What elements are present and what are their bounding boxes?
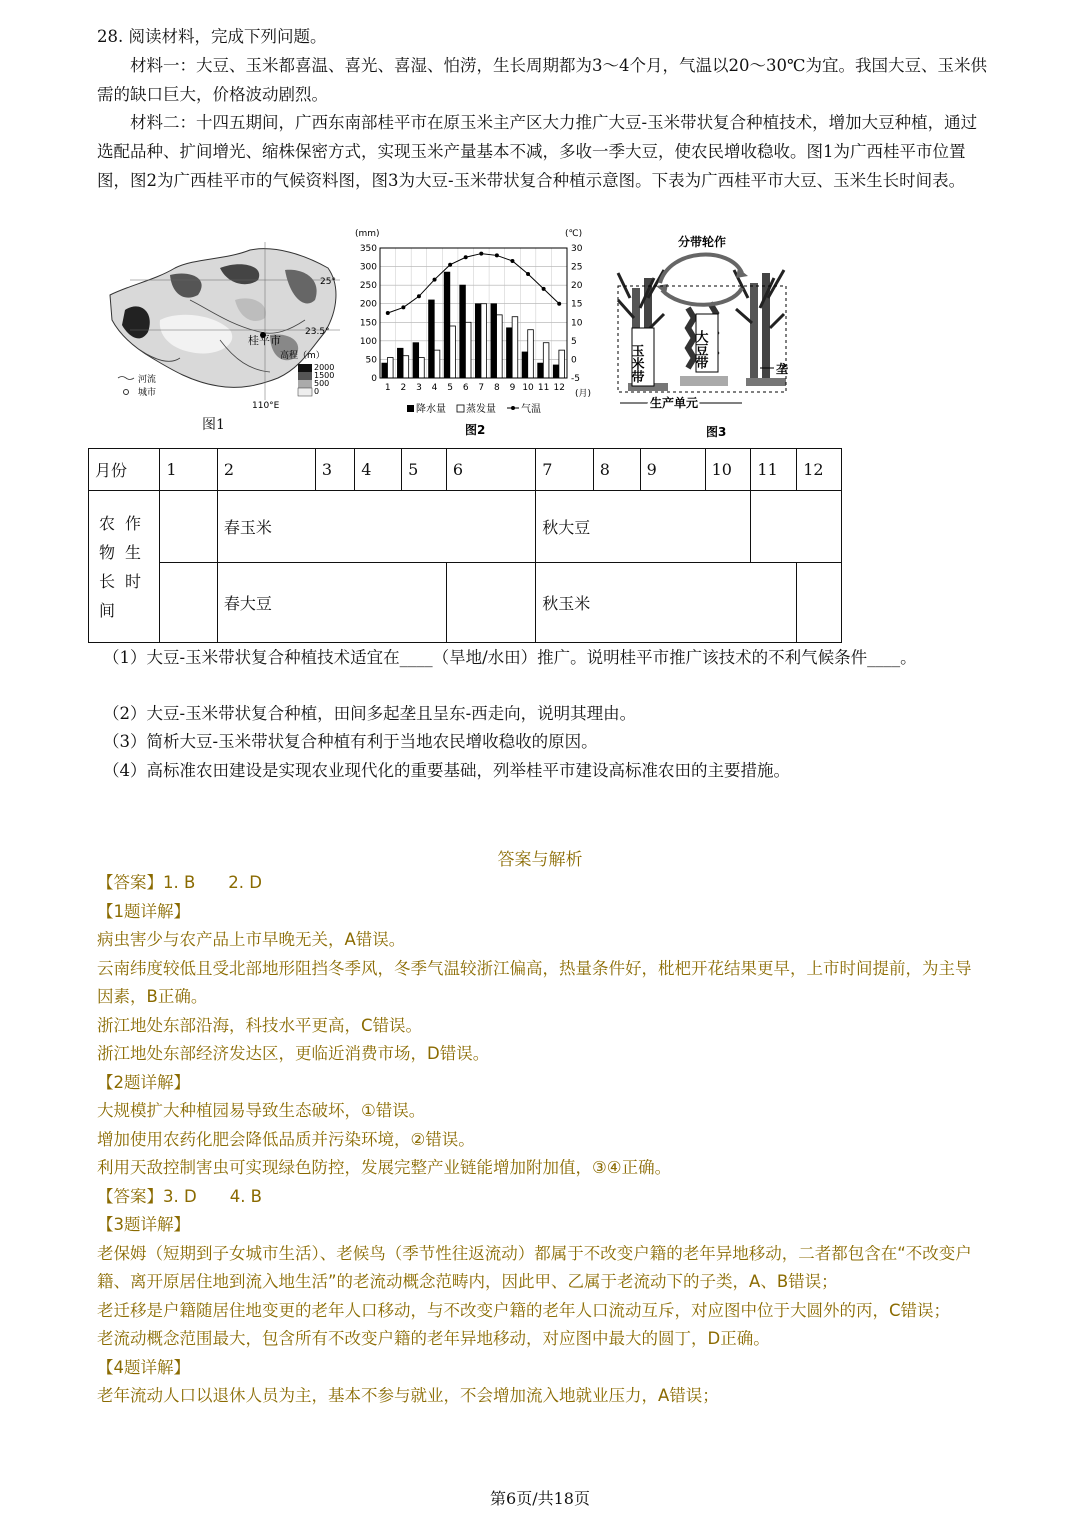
subquestion-3: （3）简析大豆-玉米带状复合种植有利于当地农民增收稳收的原因。 bbox=[103, 732, 598, 751]
soy-belt-label: 大豆带 bbox=[692, 330, 708, 369]
elev-level-2000: 2000 bbox=[314, 363, 335, 372]
answer-line: 【3题详解】 bbox=[97, 1215, 190, 1234]
answer-line: 利用天敌控制害虫可实现绿色防控，发展完整产业链能增加附加值，③④正确。 bbox=[97, 1158, 672, 1177]
y-tick-label: 0 bbox=[371, 374, 377, 384]
table-row-2 bbox=[89, 563, 842, 643]
material-2: 材料二：十四五期间，广西东南部桂平市在原玉米主产区大力推广大豆-玉米带状复合种植技术，增加大豆种植，通过选配品种、扩间增光、缩株保密方式，实现玉米产量基本不减，多收一季大豆，使农民增收稳收。图1为广西桂平市位置图，图2为广西桂平市的气候资料图，图3为大豆-玉米带状复合种植示意图。下表为广西桂平市大豆、玉米生长时间表。 bbox=[97, 113, 978, 190]
x-tick-label: 11 bbox=[537, 383, 550, 393]
figure-1-map bbox=[100, 240, 350, 435]
temperature-point bbox=[479, 252, 483, 256]
table-header-row bbox=[89, 449, 842, 491]
ridge-label: 垄 bbox=[776, 362, 789, 376]
rotation-label: 分带轮作 bbox=[678, 235, 727, 249]
y2-tick-label: 5 bbox=[571, 336, 577, 347]
temperature-point bbox=[495, 253, 499, 257]
evap-bar bbox=[434, 350, 440, 378]
precip-bar bbox=[522, 352, 528, 378]
month-cell: 4 bbox=[355, 449, 402, 491]
month-cell: 6 bbox=[446, 449, 535, 491]
precip-bar bbox=[460, 285, 466, 378]
y2-tick-label: 20 bbox=[571, 281, 583, 292]
evap-bar bbox=[387, 358, 393, 378]
precip-bar bbox=[475, 304, 481, 378]
y-tick-label: 100 bbox=[359, 336, 377, 347]
x-unit-label: (月) bbox=[575, 389, 592, 399]
page-footer: 第6页/共18页 bbox=[490, 1489, 590, 1508]
answer-line: 【答案】1. B 2. D bbox=[97, 873, 262, 892]
evap-bar bbox=[543, 343, 549, 378]
question-title: 28. 阅读材料，完成下列问题。 bbox=[97, 27, 327, 46]
temperature-point bbox=[464, 255, 468, 259]
month-cell: 3 bbox=[315, 449, 354, 491]
y-tick-label: 250 bbox=[359, 281, 377, 292]
temperature-point bbox=[557, 302, 561, 306]
corn-belt-label: 玉米带 bbox=[628, 344, 644, 383]
x-tick-label: 1 bbox=[384, 383, 391, 393]
month-cell: 12 bbox=[797, 449, 842, 491]
x-tick-label: 12 bbox=[553, 383, 565, 393]
x-tick-label: 2 bbox=[400, 383, 407, 393]
elev-level-500: 500 bbox=[314, 379, 330, 388]
lat-25-label: 25° bbox=[320, 277, 336, 287]
month-cell: 11 bbox=[751, 449, 797, 491]
x-tick-label: 4 bbox=[431, 383, 438, 393]
right-unit-label: (℃) bbox=[565, 229, 583, 239]
x-tick-label: 3 bbox=[416, 383, 422, 393]
precip-bar bbox=[553, 365, 559, 378]
month-cell: 8 bbox=[593, 449, 640, 491]
y-tick-label: 150 bbox=[359, 318, 377, 329]
spring-soy-cell: 春大豆 bbox=[217, 563, 446, 643]
material-1: 材料一：大豆、玉米都喜温、喜光、喜湿、怕涝，生长周期都为3～4个月，气温以20～30℃为宜。我国大豆、玉米供需的缺口巨大，价格波动剧烈。 bbox=[97, 56, 987, 104]
evap-bar bbox=[450, 326, 456, 378]
answer-line: 浙江地处东部沿海，科技水平更高，C错误。 bbox=[97, 1015, 423, 1035]
answer-line: 浙江地处东部经济发达区，更临近消费市场，D错误。 bbox=[97, 1044, 490, 1063]
spring-corn-cell: 春玉米 bbox=[217, 491, 535, 563]
x-tick-label: 8 bbox=[494, 383, 500, 393]
precip-bar bbox=[413, 343, 419, 378]
subquestion-1: （1）大豆-玉米带状复合种植技术适宜在____（旱地/水田）推广。说明桂平市推广该技术的不利气候条件____。 bbox=[103, 648, 917, 667]
evap-bar bbox=[481, 304, 487, 378]
answer-line: 【答案】3. D 4. B bbox=[97, 1186, 262, 1206]
rotation-arrow-icon bbox=[660, 255, 742, 283]
growth-time-table bbox=[88, 448, 842, 643]
answer-line: 病虫害少与农产品上市早晚无关，A错误。 bbox=[97, 930, 406, 949]
subquestion-2: （2）大豆-玉米带状复合种植，田间多起垄且呈东-西走向，说明其理由。 bbox=[103, 704, 637, 723]
river-legend-icon bbox=[118, 377, 134, 380]
y-tick-label: 50 bbox=[365, 355, 377, 366]
x-tick-label: 6 bbox=[462, 383, 469, 393]
y2-tick-label: 10 bbox=[571, 318, 583, 329]
production-unit-label: 生产单元 bbox=[650, 396, 699, 410]
x-tick-label: 7 bbox=[478, 383, 485, 393]
precip-bar bbox=[429, 300, 435, 378]
elev-level-0: 0 bbox=[314, 387, 320, 396]
figure-3-intercropping bbox=[610, 228, 800, 443]
figure-2-climate-chart bbox=[345, 226, 600, 441]
answer-line: 老迁移是户籍随居住地变更的老年人口移动，与不改变户籍的老年人口流动互斥，对应图中位于大圆外的丙，C错误； bbox=[97, 1300, 951, 1320]
month-cell: 10 bbox=[705, 449, 751, 491]
legend-swatch-evap bbox=[457, 405, 464, 412]
y-tick-label: 350 bbox=[359, 244, 377, 254]
city-label: 桂平市 bbox=[248, 334, 281, 347]
left-unit-label: (mm) bbox=[355, 229, 380, 239]
y2-tick-label: 15 bbox=[571, 299, 583, 310]
legend-swatch-precip bbox=[407, 405, 414, 412]
answer-line: 【1题详解】 bbox=[97, 901, 190, 921]
precip-bar bbox=[507, 328, 513, 378]
evap-bar bbox=[403, 356, 409, 378]
answer-line: 【2题详解】 bbox=[97, 1072, 190, 1092]
legend-city-label: 城市 bbox=[138, 388, 157, 398]
answer-line: 增加使用农药化肥会降低品质并污染环境，②错误。 bbox=[97, 1129, 475, 1149]
month-cell: 9 bbox=[640, 449, 705, 491]
temperature-point bbox=[526, 272, 530, 276]
subquestion-4: （4）高标准农田建设是实现农业现代化的重要基础，列举桂平市建设高标准农田的主要措施。 bbox=[103, 761, 790, 780]
autumn-corn-cell: 秋玉米 bbox=[536, 563, 797, 643]
month-cell: 1 bbox=[160, 449, 218, 491]
temperature-point bbox=[510, 259, 514, 263]
answer-line: 老保姆（短期到子女城市生活）、老候鸟（季节性往返流动）都属于不改变户籍的老年异地移动，二者都包含在“不改变户籍、离开原居住地到流入地生活”的老流动概念范畴内，因此甲、乙属于老流动下的子类，A、B错误； bbox=[97, 1243, 972, 1291]
y-tick-label: 300 bbox=[359, 262, 377, 273]
figure-1-caption: 图1 bbox=[202, 417, 225, 433]
precip-bar bbox=[444, 272, 450, 378]
legend-precip: 降水量 bbox=[416, 404, 446, 415]
temperature-point bbox=[401, 305, 405, 309]
y2-tick-label: -5 bbox=[571, 374, 580, 384]
table-row-1 bbox=[89, 491, 842, 563]
elevation-legend bbox=[298, 363, 334, 396]
evap-bar bbox=[465, 322, 471, 378]
precip-bar bbox=[538, 363, 544, 378]
elevation-title: 高程（m） bbox=[280, 351, 325, 361]
lat-23-label: 23.5° bbox=[305, 327, 330, 337]
x-tick-label: 9 bbox=[509, 383, 516, 393]
y-tick-label: 200 bbox=[359, 299, 377, 310]
answer-line: 老年流动人口以退休人员为主，基本不参与就业，不会增加流入地就业压力，A错误； bbox=[97, 1386, 719, 1405]
legend-river-label: 河流 bbox=[138, 375, 157, 385]
chart-legend bbox=[407, 402, 541, 415]
answer-line: 大规模扩大种植园易导致生态破坏，①错误。 bbox=[97, 1101, 426, 1120]
figure-3-caption: 图3 bbox=[706, 425, 727, 439]
temperature-point bbox=[433, 278, 437, 282]
precip-bar bbox=[491, 304, 497, 378]
crop-time-label: 农作物生长时间 bbox=[89, 491, 160, 643]
answer-line: 老流动概念范围最大，包含所有不改变户籍的老年异地移动，对应图中最大的圆丁，D正确。 bbox=[97, 1329, 770, 1348]
answer-line: 【4题详解】 bbox=[97, 1357, 190, 1377]
temperature-point bbox=[448, 263, 452, 267]
elev-level-1500: 1500 bbox=[314, 371, 335, 380]
legend-temp: 气温 bbox=[521, 404, 541, 415]
evap-bar bbox=[559, 350, 565, 378]
evap-bar bbox=[497, 315, 503, 378]
legend-evap: 蒸发量 bbox=[466, 404, 496, 415]
evap-bar bbox=[512, 317, 518, 378]
x-tick-label: 5 bbox=[447, 383, 453, 393]
precip-bar bbox=[382, 363, 388, 378]
temperature-point bbox=[417, 294, 421, 298]
month-header: 月份 bbox=[89, 449, 160, 491]
figure-2-caption: 图2 bbox=[465, 423, 486, 437]
evap-bar bbox=[419, 358, 425, 378]
month-cell: 7 bbox=[536, 449, 594, 491]
month-cell: 5 bbox=[402, 449, 447, 491]
x-tick-label: 10 bbox=[522, 383, 534, 393]
answers-body bbox=[97, 869, 987, 1411]
answers-title: 答案与解析 bbox=[497, 850, 583, 870]
precip-bar bbox=[397, 348, 403, 378]
temperature-point bbox=[386, 311, 390, 315]
y2-tick-label: 0 bbox=[571, 355, 577, 366]
y2-tick-label: 25 bbox=[571, 262, 583, 273]
y2-tick-label: 30 bbox=[571, 244, 583, 254]
lon-label: 110°E bbox=[252, 401, 280, 411]
month-cell: 2 bbox=[217, 449, 315, 491]
evap-bar bbox=[528, 330, 534, 378]
answer-line: 云南纬度较低且受北部地形阻挡冬季风，冬季气温较浙江偏高，热量条件好，枇杷开花结果更早，上市时间提前，为主导因素，B正确。 bbox=[97, 958, 972, 1006]
temperature-point bbox=[542, 287, 546, 291]
autumn-soy-cell: 秋大豆 bbox=[536, 491, 751, 563]
city-legend-icon bbox=[124, 390, 129, 395]
